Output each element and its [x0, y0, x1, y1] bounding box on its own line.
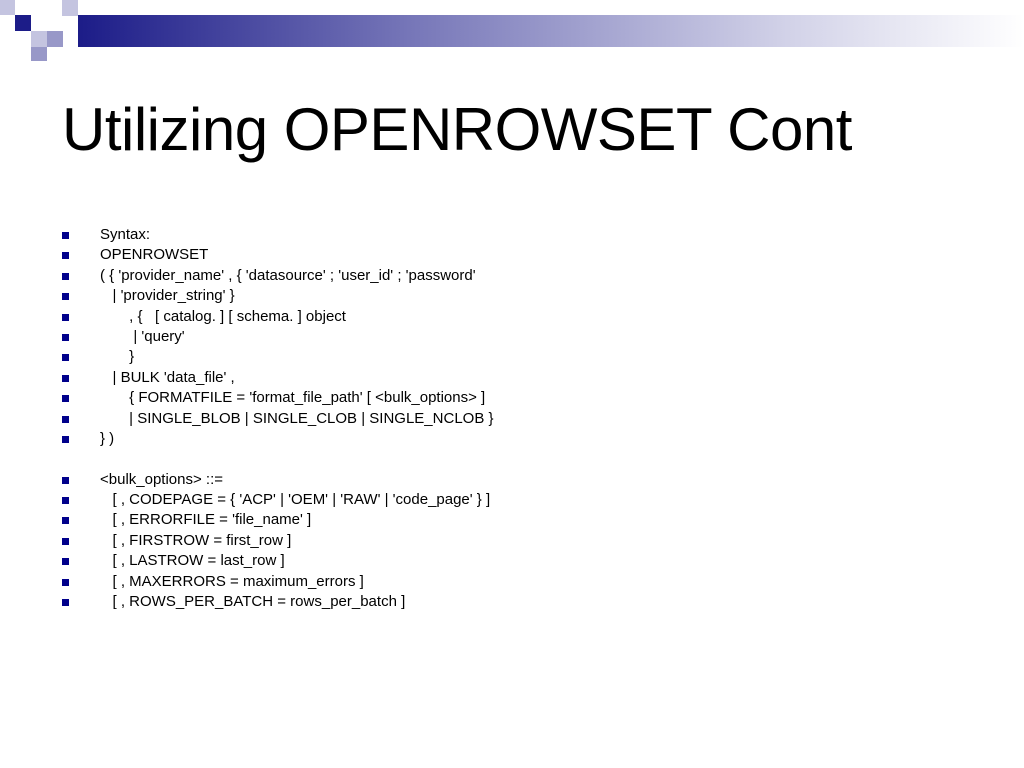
- list-item: [60, 409, 960, 429]
- bullet-text: [ , FIRSTROW = first_row ]: [100, 531, 292, 549]
- decor-square: [0, 0, 15, 15]
- square-bullet-icon: [62, 477, 69, 484]
- square-bullet-icon: [62, 517, 69, 524]
- bullet-text: [ , CODEPAGE = { 'ACP' | 'OEM' | 'RAW' | 'code_page' } ]: [100, 491, 491, 509]
- bullet-text: OPENROWSET: [100, 246, 209, 264]
- slide-title: Utilizing OPENROWSET Cont: [62, 96, 852, 163]
- list-item: [60, 531, 960, 551]
- header-decoration: [0, 0, 1024, 70]
- list-item: [60, 490, 960, 510]
- list-item: [60, 307, 960, 327]
- bullet-text: | 'provider_string' }: [100, 287, 235, 305]
- decor-square: [31, 31, 47, 47]
- bullet-text: [ , LASTROW = last_row ]: [100, 552, 285, 570]
- square-bullet-icon: [62, 497, 69, 504]
- list-item: [60, 368, 960, 388]
- square-bullet-icon: [62, 334, 69, 341]
- list-item: [60, 592, 960, 612]
- list-item: [60, 225, 960, 245]
- bullet-text: [ , ROWS_PER_BATCH = rows_per_batch ]: [100, 593, 406, 611]
- decor-square: [31, 47, 47, 61]
- square-bullet-icon: [62, 252, 69, 259]
- square-bullet-icon: [62, 273, 69, 280]
- list-item: [60, 266, 960, 286]
- square-bullet-icon: [62, 436, 69, 443]
- list-item: [60, 510, 960, 530]
- bullet-text: } ): [100, 429, 115, 447]
- list-item: [60, 245, 960, 265]
- square-bullet-icon: [62, 579, 69, 586]
- list-item: [60, 286, 960, 306]
- bullet-text: Syntax:: [100, 226, 151, 243]
- square-bullet-icon: [62, 395, 69, 402]
- list-item: [60, 347, 960, 367]
- list-item: [60, 470, 960, 490]
- square-bullet-icon: [62, 314, 69, 321]
- list-spacer: [60, 449, 960, 469]
- square-bullet-icon: [62, 293, 69, 300]
- decor-square: [62, 0, 78, 16]
- bullet-text: , { [ catalog. ] [ schema. ] object: [100, 307, 346, 325]
- decor-square: [47, 31, 63, 47]
- list-item: [60, 327, 960, 347]
- bullet-text: | 'query': [100, 327, 185, 345]
- square-bullet-icon: [62, 416, 69, 423]
- list-item: [60, 572, 960, 592]
- bullet-text: <bulk_options> ::=: [100, 470, 224, 488]
- list-item: [60, 388, 960, 408]
- square-bullet-icon: [62, 375, 69, 382]
- square-bullet-icon: [62, 538, 69, 545]
- bullet-text: ( { 'provider_name' , { 'datasource' ; 'user_id' ; 'password': [100, 266, 476, 284]
- bullet-text: { FORMATFILE = 'format_file_path' [ <bulk_options> ]: [100, 389, 486, 407]
- bullet-text: | BULK 'data_file' ,: [100, 368, 235, 386]
- bullet-text: [ , MAXERRORS = maximum_errors ]: [100, 572, 364, 590]
- square-bullet-icon: [62, 558, 69, 565]
- list-item: [60, 551, 960, 571]
- bullet-text: }: [100, 348, 135, 366]
- bullet-text: [ , ERRORFILE = 'file_name' ]: [100, 511, 312, 529]
- decor-square: [15, 15, 31, 31]
- header-gradient-band: [78, 15, 1024, 47]
- square-bullet-icon: [62, 599, 69, 606]
- square-bullet-icon: [62, 232, 69, 239]
- square-bullet-icon: [62, 354, 69, 361]
- bullet-text: | SINGLE_BLOB | SINGLE_CLOB | SINGLE_NCLOB }: [100, 409, 494, 427]
- bullet-list: [60, 225, 960, 612]
- list-item: [60, 429, 960, 449]
